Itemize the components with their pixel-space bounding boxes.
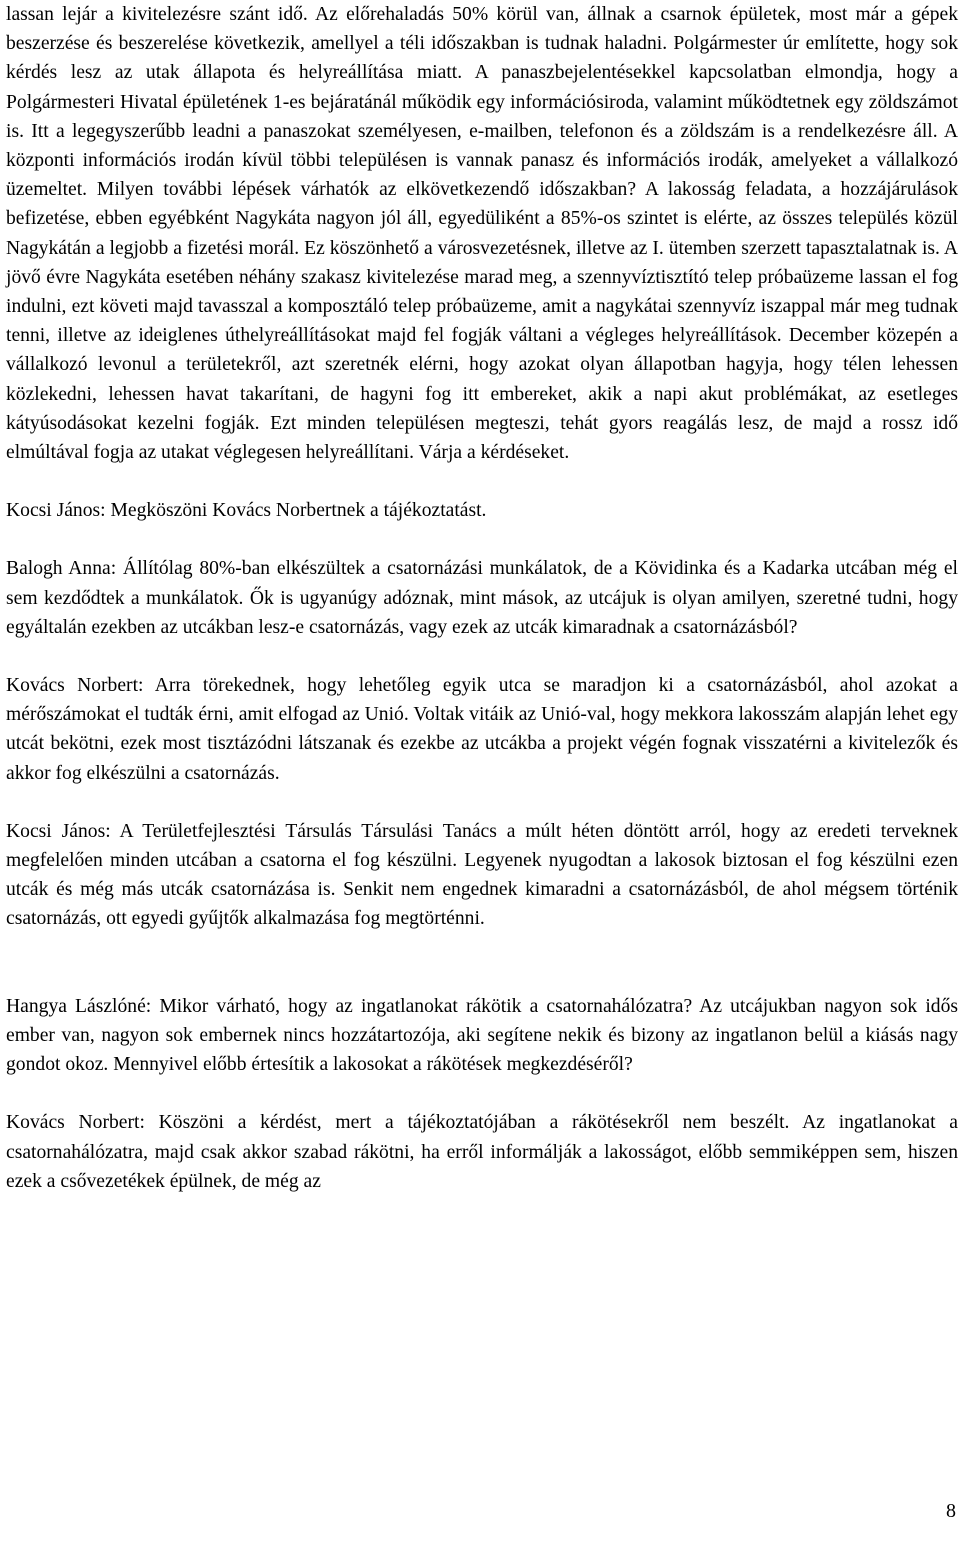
page-number: 8: [946, 1500, 956, 1522]
paragraph-kocsi-decision: Kocsi János: A Területfejlesztési Társulás Társulási Tanács a múlt héten döntött arról, hogy az eredeti terveknek megfelelően minden utcában a csatorna el fog készülni. Legyenek nyugodtan a lakosok biztosan el fog készülni ezen utcák és még más utcák csatornázása is. Senkit nem engednek kimaradni a csatornázásból, de ahol mégsem történik csatornázás, ott egyedi gyűjtők alkalmazása fog megtörténni.: [6, 820, 958, 930]
document-page: [6, 0, 958, 1196]
paragraph-kovacs-connection-answer: Kovács Norbert: Köszöni a kérdést, mert a tájékoztatójában a rákötésekről nem beszélt. Az ingatlanokat a csatornahálózatra, majd csak akkor szabad rákötni, ha erről informálják a lakosságot, előbb semmiképpen sem, hiszen ezek a csővezetékek épülnek, de még az: [6, 1112, 958, 1192]
paragraph-hangya-question: Hangya Lászlóné: Mikor várható, hogy az ingatlanokat rákötik a csatornahálózatra? Az utcájukban nagyon sok idős ember van, nagyon sok embernek nincs hozzátartozója, aki segítene nekik és bizony az ingatlanon belül a kiásás nagy gondot okoz. Mennyivel előbb értesítik a lakosokat a rákötések megkezdéséről?: [6, 995, 958, 1076]
paragraph-kovacs-answer: Kovács Norbert: Arra törekednek, hogy lehetőleg egyik utca se maradjon ki a csatornázásból, ahol azokat a mérőszámokat el tudták érni, amit elfogad az Unió. Voltak vitáik az Unió-val, hogy mekkora lakosszám alapján lehet egy utcát bekötni, ezek most tisztázódni látszanak és ezekbe az utcákba a projekt végén fognak visszatérni a kivitelezők és akkor fog elkészülni a csatornázás.: [6, 675, 958, 784]
paragraph-kocsi-thanks: Kocsi János: Megköszöni Kovács Norbertnek a tájékoztatást.: [6, 500, 487, 522]
paragraph-balogh-question: Balogh Anna: Állítólag 80%-ban elkészültek a csatornázási munkálatok, de a Kövidinka és a Kadarka utcában még el sem kezdődtek a munkálatok. Ők is ugyanúgy adóznak, mint mások, az utcájuk is olyan amilyen, szeretné tudni, hogy egyáltalán ezekben az utcákban lesz-e csatornázás, vagy ezek az utcák kimaradnak a csatornázásból?: [6, 558, 958, 638]
paragraph-project-status: lassan lejár a kivitelezésre szánt idő. Az előrehaladás 50% körül van, állnak a csarnok épületek, most már a gépek beszerzése és beszerelése következik, amellyel a téli időszakban is tudnak haladni. Polgármester úr említette, hogy sok kérdés lesz az utak állapota és helyreállítása miatt. A panaszbejelentésekkel kapcsolatban elmondja, hogy a Polgármesteri Hivatal épületének 1-es bejáratánál működik egy információsiroda, valamint működtetnek egy zöldszámot is. Itt a legegyszerűbb leadni a panaszokat személyesen, e-mailben, telefonon és a zöldszám is a rendelkezésre áll. A központi információs irodán kívül többi településen is vannak panasz és információs irodák, amelyeket a vállalkozó üzemeltet. Milyen további lépések várhatók az elkövetkezendő időszakban? A lakosság feladata, a hozzájárulások befizetése, ebben egyébként Nagykáta nagyon jól áll, egyedüliként a 85%-os szintet is elérte, az összes település közül Nagykátán a legjobb a fizetési morál. Ez köszönhető a városvezetésnek, illetve az I. ütemben szerzett tapasztalatnak is. A jövő évre Nagykáta esetében néhány szakasz kivitelezése marad meg, a szennyvíztisztító telep próbaüzeme lassan el fog indulni, ezt követi majd tavasszal a komposztáló telep próbaüzeme, amit a nagykátai szennyvíz iszappal már meg tudnak tenni, illetve az ideiglenes úthelyreállításokat majd fel fogják váltani a végleges helyreállítások. December közepén a vállalkozó levonul a területekről, azt szeretnék elérni, hogy azokat olyan állapotban hagyja, hogy télen lehessen közlekedni, lehessen havat takarítani, de hagyni fog itt embereket, akik a napi akut problémákat, az esetleges kátyúsodásokat kezelni fogják. Ezt minden településen megteszi, tehát gyors reagálás lesz, de majd a rossz idő elmúltával fogja az utakat véglegesen helyreállítani. Várja a kérdéseket.: [6, 4, 958, 464]
